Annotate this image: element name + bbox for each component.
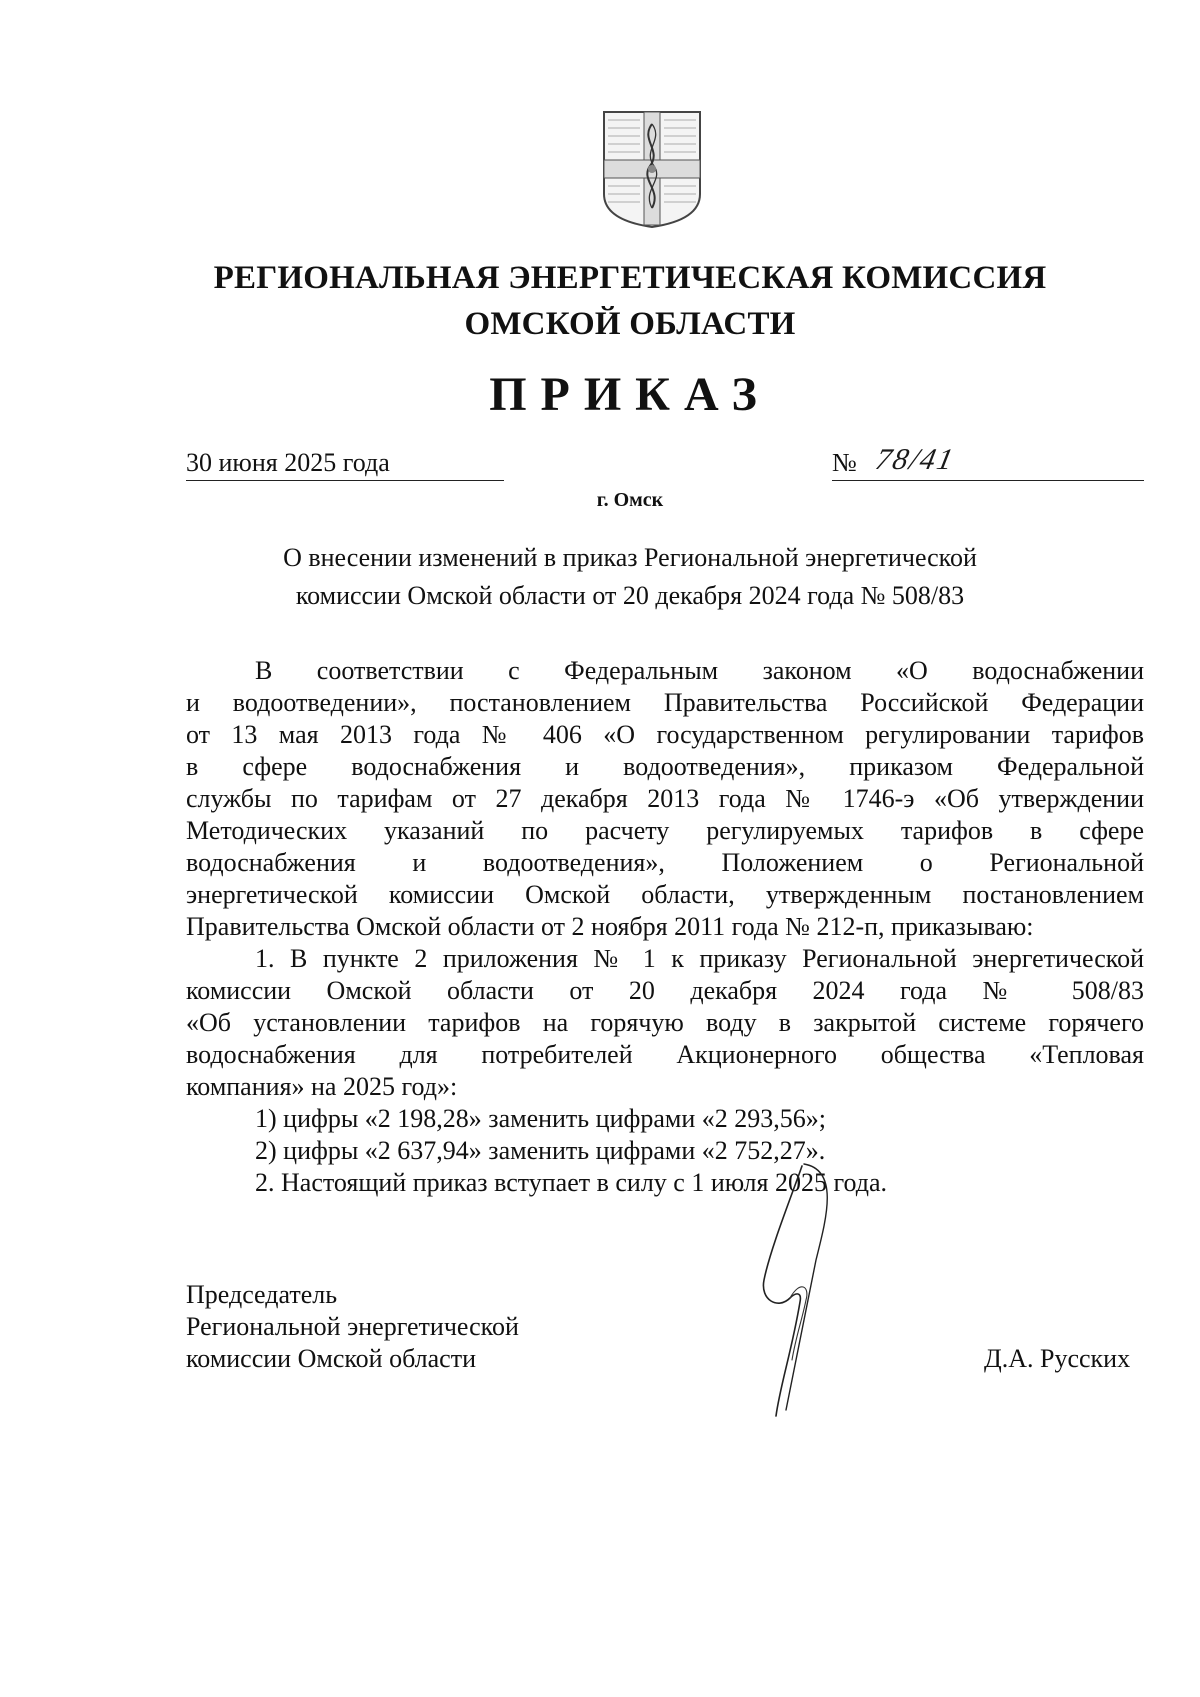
organization-name-line1: РЕГИОНАЛЬНАЯ ЭНЕРГЕТИЧЕСКАЯ КОМИССИЯ — [213, 260, 1047, 296]
body-line: 2. Настоящий приказ вступает в силу с 1 июля 2025 года. — [255, 1168, 888, 1197]
body-line: 1. В пункте 2 приложения № 1 к приказу Региональной энергетической — [255, 944, 1144, 973]
document-city: г. Омск — [596, 489, 664, 511]
document-number-field — [832, 443, 1144, 481]
body-line: В соответствии с Федеральным законом «О водоснабжении — [255, 656, 1144, 685]
signatory-title-line1: Председатель — [186, 1280, 338, 1309]
body-line: комиссии Омской области от 20 декабря 2024 года № 508/83 — [186, 976, 1144, 1005]
document-date: 30 июня 2025 года — [186, 446, 504, 481]
signatory-name: Д.А. Русских — [984, 1344, 1131, 1373]
body-line: энергетической комиссии Омской области, утвержденным постановлением — [186, 880, 1144, 909]
body-line: и водоотведении», постановлением Правительства Российской Федерации — [186, 688, 1144, 717]
body-line: 2) цифры «2 637,94» заменить цифрами «2 752,27». — [255, 1136, 826, 1165]
handwritten-signature-icon — [730, 1160, 920, 1420]
body-line: от 13 мая 2013 года № 406 «О государственном регулировании тарифов — [186, 720, 1144, 749]
document-subject-line2: комиссии Омской области от 20 декабря 2024 года № 508/83 — [295, 581, 965, 610]
document-subject-line1: О внесении изменений в приказ Региональной энергетической — [283, 543, 977, 572]
signatory-title-line3: комиссии Омской области — [186, 1344, 476, 1373]
organization-name-line2: ОМСКОЙ ОБЛАСТИ — [464, 306, 796, 342]
body-line: «Об установлении тарифов на горячую воду в закрытой системе горячего — [186, 1008, 1144, 1037]
body-line: службы по тарифам от 27 декабря 2013 года № 1746-э «Об утверждении — [186, 784, 1144, 813]
document-number: 78/41 — [872, 443, 958, 476]
body-line: в сфере водоснабжения и водоотведения», приказом Федеральной — [186, 752, 1144, 781]
body-line: 1) цифры «2 198,28» заменить цифрами «2 293,56»; — [255, 1104, 826, 1133]
body-line: компания» на 2025 год»: — [186, 1072, 458, 1101]
number-sign: № — [832, 448, 857, 477]
body-line: Правительства Омской области от 2 ноября 2011 года № 212-п, приказываю: — [186, 912, 1034, 941]
coat-of-arms-icon — [600, 108, 704, 230]
body-line: водоснабжения и водоотведения», Положением о Региональной — [186, 848, 1144, 877]
signatory-title-line2: Региональной энергетической — [186, 1312, 519, 1341]
body-line: водоснабжения для потребителей Акционерного общества «Тепловая — [186, 1040, 1144, 1069]
body-line: Методических указаний по расчету регулируемых тарифов в сфере — [186, 816, 1144, 845]
document-type-title: ПРИКАЗ — [489, 368, 771, 421]
